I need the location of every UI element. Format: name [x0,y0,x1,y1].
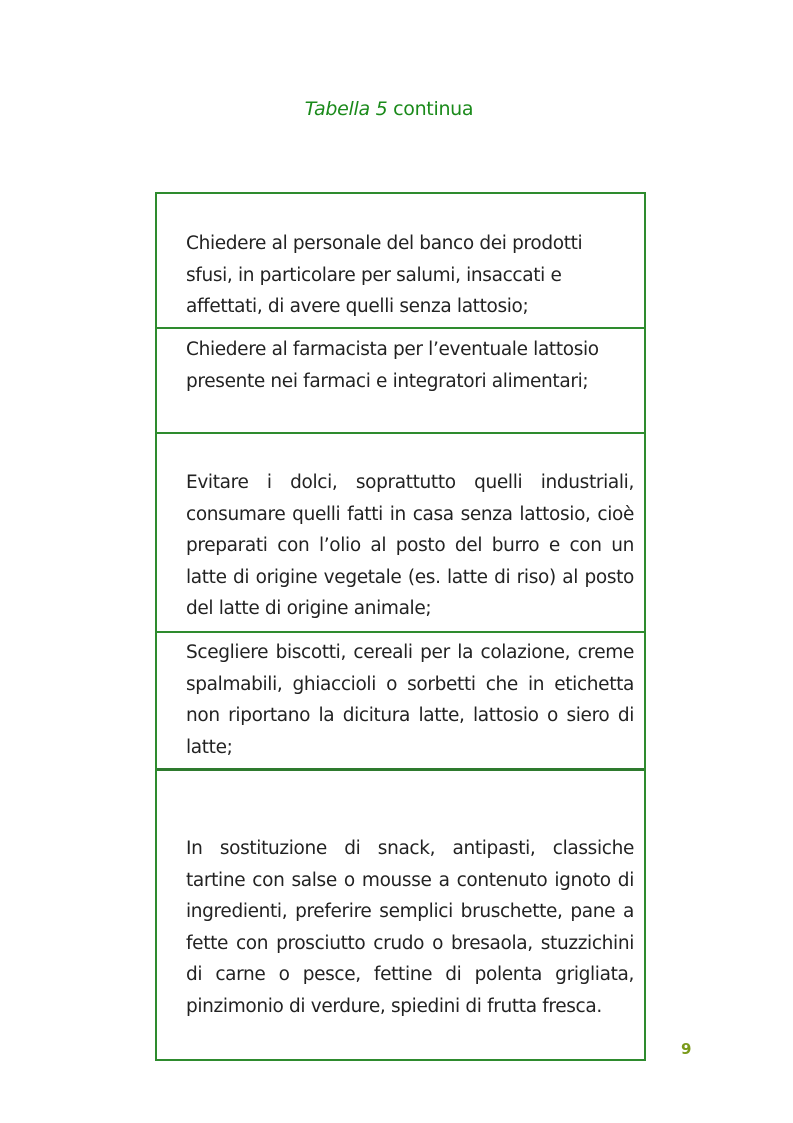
title-table-ref: Tabella 5 [304,98,388,120]
page-title [0,98,778,120]
row-text-farmacista: Chiedere al farmacista per l’eventuale lattosio presente nei farmaci e integratori alimentari; [186,339,599,392]
row-text-banco: Chiedere al personale del banco dei prodotti sfusi, in particolare per salumi, insaccati e affettati, di avere quelli senza lattosio; [186,233,583,317]
table-row [157,771,644,1059]
page-number: 9 [681,1040,692,1058]
table-row [157,329,644,434]
row-text-biscotti: Scegliere biscotti, cereali per la colazione, creme spalmabili, ghiaccioli o sorbetti che in etichetta non riportano la dicitura latte, lattosio o siero di latte; [186,642,634,758]
row-text-dolci: Evitare i dolci, soprattutto quelli industriali, consumare quelli fatti in casa senza lattosio, cioè preparati con l’olio al posto del burro e con un latte di origine vegetale (es. latte di riso) al posto del latte di origine animale; [186,472,634,619]
table-row [157,633,644,771]
row-text-snack: In sostituzione di snack, antipasti, classiche tartine con salse o mousse a contenuto ignoto di ingredienti, preferire semplici bruschette, pane a fette con prosciutto crudo o bresaola, stuzzichini di carne o pesce, fettine di polenta grigliata, pinzimonio di verdure, spiedini di frutta fresca. [186,838,634,1017]
title-continua: continua [387,98,474,120]
table-row [157,194,644,329]
recommendations-table [155,192,646,1061]
table-row [157,434,644,633]
